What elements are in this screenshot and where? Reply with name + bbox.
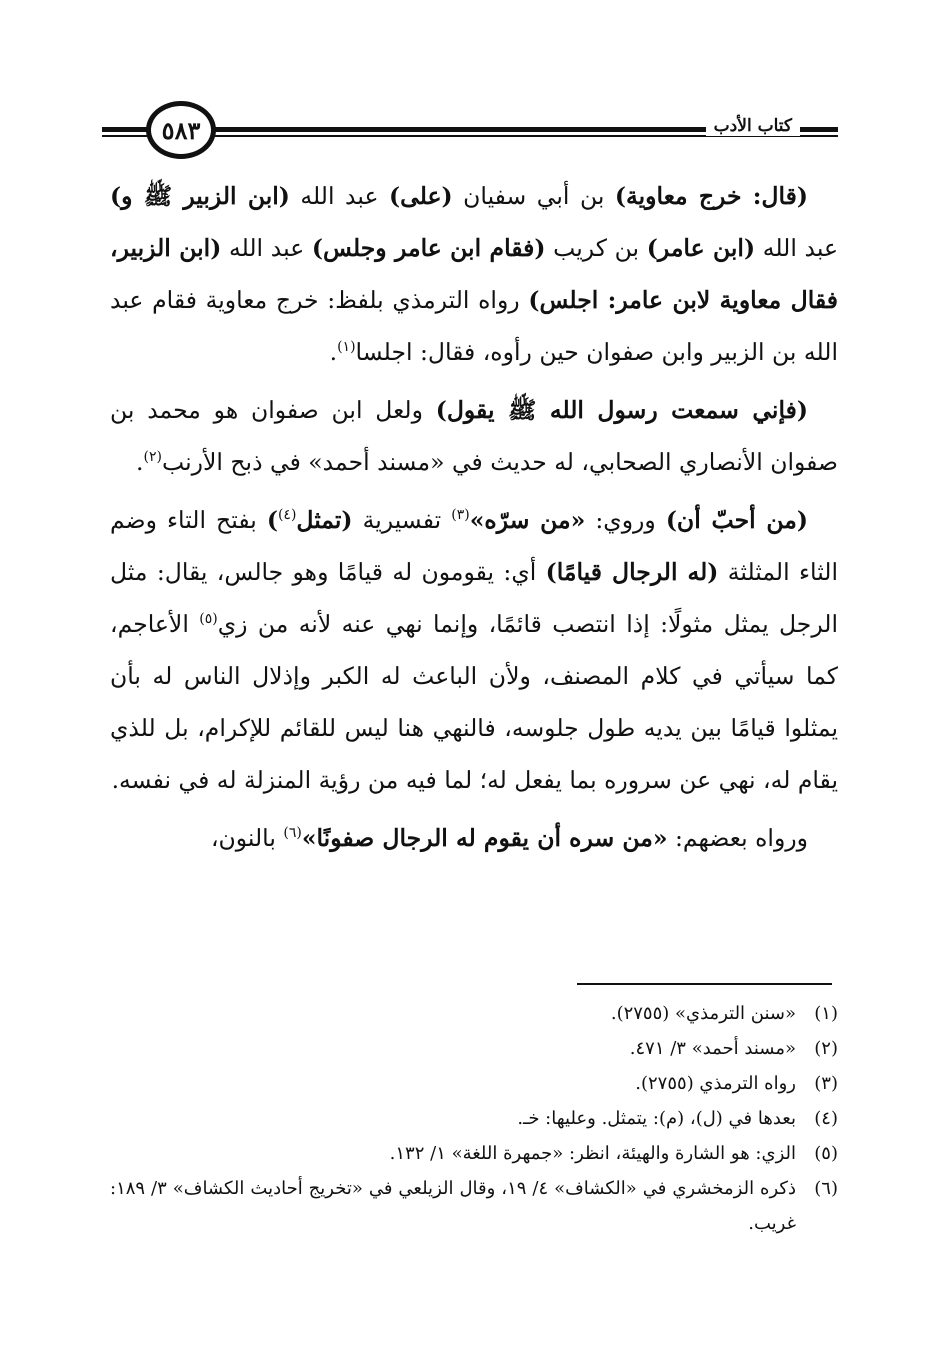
bold-text-segment: (تمثل xyxy=(296,506,353,534)
footnote-marker: (٢) xyxy=(143,449,162,466)
footnote-marker: (٥) xyxy=(199,611,218,628)
text-segment: وروي: xyxy=(585,506,666,534)
page-header xyxy=(102,98,838,168)
bold-text-segment: (من أحبّ أن) xyxy=(665,506,808,534)
footnote-item xyxy=(110,1031,838,1066)
paragraph xyxy=(110,494,838,806)
text-segment: بن كريب xyxy=(545,234,647,262)
paragraph xyxy=(110,812,838,864)
footnote-item xyxy=(110,996,838,1031)
paragraph xyxy=(110,384,838,488)
text-segment: ولعل ابن صفوان هو محمد بن صفوان الأنصاري الصحابي، له حديث في «مسند أحمد» في ذبح الأرنب xyxy=(110,396,838,476)
bold-text-segment: (ابن عامر) xyxy=(646,234,756,262)
bold-text-segment: ) xyxy=(266,506,278,534)
bold-text-segment: (على) xyxy=(389,182,453,210)
bold-text-segment: «من سره أن يقوم له الرجال صفونًا» xyxy=(301,824,668,852)
page-number: ٥٨٣ xyxy=(161,115,201,145)
bold-text-segment: «من سرّه» xyxy=(469,506,586,534)
footnote-rule xyxy=(577,983,832,985)
text-segment: تفسيرية xyxy=(352,506,452,534)
footnote-number: (٤) xyxy=(814,1108,838,1129)
bold-text-segment: (فإني سمعت رسول الله ﷺ يقول) xyxy=(435,396,808,424)
footnote-item xyxy=(110,1171,838,1241)
text-segment: عبد الله xyxy=(289,182,389,210)
footnote-text: الزي: هو الشارة والهيئة، انظر: «جمهرة اللغة» ١/ ١٣٢. xyxy=(389,1143,796,1164)
text-segment: أي: يقومون له قيامًا وهو جالس، يقال: مثل الرجل يمثل مثولًا: إذا انتصب قائمًا، وإنما نهي عنه لأنه من زي xyxy=(110,558,838,638)
footnote-number: (٢) xyxy=(814,1038,838,1059)
bold-text-segment: (قال: خرج معاوية) xyxy=(614,182,809,210)
text-segment: الأعاجم، كما سيأتي في كلام المصنف، ولأن الباعث له الكبر وإذلال الناس له بأن يمثلوا قيامًا بين يديه طول جلوسه، فالنهي هنا ليس للقائم للإكرام، بل للذي يقام له، نهي عن سروره بما يفعل له؛ لما فيه من رؤية المنزلة له في نفسه. xyxy=(110,610,838,794)
main-text xyxy=(110,170,838,870)
text-segment: عبد الله xyxy=(755,234,838,262)
paragraph xyxy=(110,170,838,378)
footnote-text: رواه الترمذي (٢٧٥٥). xyxy=(635,1073,796,1094)
footnotes xyxy=(110,996,838,1241)
text-segment: عبد الله xyxy=(221,234,312,262)
text-segment: ورواه بعضهم: xyxy=(667,824,808,852)
book-title: كتاب الأدب xyxy=(706,116,800,136)
text-segment: بن أبي سفيان xyxy=(452,182,615,210)
footnote-marker: (٦) xyxy=(283,825,302,842)
text-segment: رواه الترمذي بلفظ: خرج معاوية فقام عبد الله بن الزبير وابن صفوان حين رأوه، فقال: اجلسا xyxy=(110,286,838,366)
footnote-text: «سنن الترمذي» (٢٧٥٥). xyxy=(610,1003,796,1024)
footnote-text: بعدها في (ل)، (م): يتمثل. وعليها: خـ. xyxy=(517,1108,796,1129)
footnote-text: «مسند أحمد» ٣/ ٤٧١. xyxy=(629,1038,796,1059)
footnote-number: (٣) xyxy=(814,1073,838,1094)
bold-text-segment: (له الرجال قيامًا) xyxy=(545,558,719,586)
footnote-number: (٦) xyxy=(814,1178,838,1199)
page-number-badge xyxy=(146,101,216,159)
footnote-text: ذكره الزمخشري في «الكشاف» ٤/ ١٩، وقال الزيلعي في «تخريج أحاديث الكشاف» ٣/ ١٨٩: غريب. xyxy=(110,1178,796,1234)
footnote-number: (١) xyxy=(814,1003,838,1024)
footnote-item xyxy=(110,1066,838,1101)
text-segment: بالنون، xyxy=(210,824,284,852)
footnote-marker: (٤) xyxy=(277,507,297,524)
text-segment: بفتح التاء وضم الثاء المثلثة xyxy=(110,506,838,586)
footnote-item xyxy=(110,1101,838,1136)
bold-text-segment: (فقام ابن عامر وجلس) xyxy=(311,234,546,262)
footnote-number: (٥) xyxy=(814,1143,838,1164)
bold-text-segment: (ابن الزبير ﷺ و) xyxy=(110,182,290,210)
footnote-marker: (١) xyxy=(337,339,356,356)
text-segment: . xyxy=(136,448,144,476)
footnote-marker: (٣) xyxy=(451,507,470,524)
footnote-item xyxy=(110,1136,838,1171)
bold-text-segment: (ابن الزبير، فقال معاوية لابن عامر: اجلس) xyxy=(110,234,839,314)
text-segment: . xyxy=(329,338,338,366)
